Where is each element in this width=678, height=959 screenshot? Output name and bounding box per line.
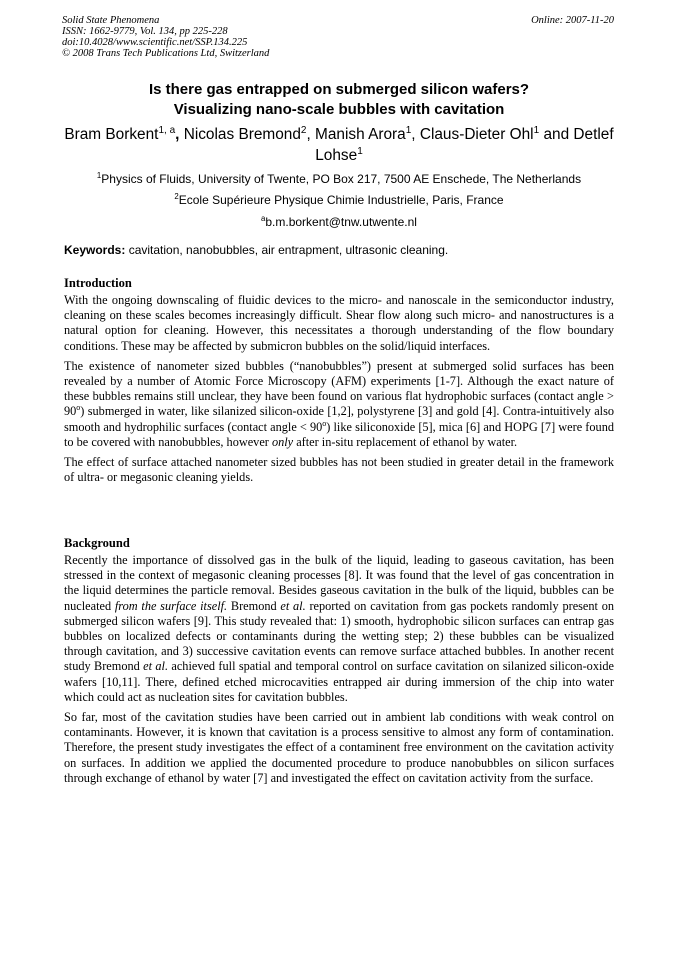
intro-p2-italic: only	[271, 434, 294, 449]
journal-header	[62, 15, 269, 59]
intro-p2-text: after in-situ replacement of ethanol by water.	[293, 434, 518, 449]
bg-p1-italic: et al.	[280, 598, 306, 613]
bg-p1-text: Recently the importance of dissolved gas in the bulk of the liquid, leading to gaseous cavitation, has been stressed in the context of megasonic cleaning processes [8]. It was found that the level of gas concentration in the liquid determines the particle removal. Besides gaseous cavitation in the bulk of the liquid, bubbles can be nucleated	[64, 553, 614, 613]
bg-p1-text: Bremond	[227, 598, 281, 613]
keywords-label: Keywords:	[64, 243, 126, 257]
author-name: Claus-Dieter Ohl	[419, 126, 534, 143]
author-separator: ,	[175, 126, 184, 143]
paper-title	[62, 80, 616, 120]
background-paragraph-2: So far, most of the cavitation studies have been carried out in ambient lab conditions with weak control on contaminants. However, it is known that cavitation is a process sensitive to almost any form of contamination. Therefore, the present study investigates the effect of a contaminent free environment on the cavitation activity on surfaces. In addition we applied the documented procedure to produce nanobubbles on silicon surfaces through exchange of ethanol by water [7] and investigated the effect on cavitation activity from the surface.	[64, 710, 614, 785]
degree-sup: o	[322, 418, 327, 428]
author-separator: ,	[411, 126, 420, 143]
bg-p1-text: reported on cavitation from gas pockets randomly present on submerged silicon wafers [9]. This study revealed that: 1) smooth, hydrophobic silicon surfaces can entrap gas bubbles on localized defects or contaminants during the wetting step; 2) these bubbles can be visualized through cavitation, and 3) successive cavitation events can remove surface attached bubbles. In another recent study Bremond	[64, 598, 615, 674]
intro-p2-text: The existence of nanometer sized bubbles (“nanobubbles”) present at submerged solid surfaces has been revealed by a number of Atomic Force Microscopy (AFM) experiments [1-7]. Although the exact nature of these bubbles remains still unclear, they have been found on various flat hydrophobic surfaces (contact angle > 90	[64, 358, 614, 419]
online-date: Online: 2007-11-20	[531, 15, 614, 26]
intro-paragraph-1: With the ongoing downscaling of fluidic devices to the micro- and nanoscale in the semiconductor industry, cleaning on these scales becomes increasingly difficult. Shear flow along such micro- and nanostructures is a natural option for cleaning. However, this necessitates a thorough understanding of the flow boundary conditions. These may be affected by submicron bubbles on the solid/liquid interfaces.	[64, 293, 614, 353]
background-paragraph-1	[64, 553, 614, 705]
intro-paragraph-3: The effect of surface attached nanometer sized bubbles has not been studied in greater detail in the framework of ultra- or megasonic cleaning yields.	[64, 455, 614, 485]
affiliation-1	[62, 172, 616, 186]
degree-sup: o	[76, 403, 81, 413]
issn-line: ISSN: 1662-9779, Vol. 134, pp 225-228	[62, 26, 228, 37]
affiliation-1-text: Physics of Fluids, University of Twente, PO Box 217, 7500 AE Enschede, The Netherlands	[101, 172, 582, 186]
author-sup: 1, a	[158, 124, 176, 136]
bg-p1-italic: from the surface itself.	[114, 598, 228, 613]
author-name: Manish Arora	[315, 126, 406, 143]
introduction-body	[64, 293, 614, 490]
author-sup: 2	[300, 124, 307, 136]
author-name: Detlef Lohse	[315, 126, 614, 164]
title-line-2: Visualizing nano-scale bubbles with cavitation	[173, 101, 505, 118]
affiliation-email	[62, 215, 616, 229]
author-sup: 1	[357, 145, 363, 157]
doi-line: doi:10.4028/www.scientific.net/SSP.134.225	[62, 37, 248, 48]
keywords-line	[64, 243, 448, 257]
author-name: Nicolas Bremond	[183, 126, 301, 143]
copyright-line: © 2008 Trans Tech Publications Ltd, Switzerland	[62, 48, 270, 59]
author-sup: 1	[405, 124, 412, 136]
author-name: Bram Borkent	[64, 126, 159, 143]
intro-p2-text: ) like siliconoxide [5], mica [6] and HOPG [7] were found to be covered with nanobubbles, however	[64, 419, 614, 449]
intro-paragraph-2	[64, 359, 614, 450]
background-body	[64, 553, 614, 791]
author-separator: ,	[306, 126, 316, 143]
journal-name: Solid State Phenomena	[62, 15, 160, 26]
author-list	[62, 124, 616, 166]
title-line-1: Is there gas entrapped on submerged silicon wafers?	[148, 81, 530, 98]
author-separator: and	[539, 126, 574, 143]
affiliation-2-text: Ecole Supérieure Physique Chimie Industrielle, Paris, France	[178, 193, 504, 207]
author-sup: 1	[533, 124, 540, 136]
affiliation-2	[62, 193, 616, 207]
keywords-text: cavitation, nanobubbles, air entrapment, ultrasonic cleaning.	[125, 243, 449, 257]
bg-p1-italic: et al.	[143, 659, 169, 674]
bg-p1-text: achieved full spatial and temporal control on surface cavitation on silanized silicon-oxide wafers [10,11]. There, defined etched microcavities entrapped air during immersion of the chip into water which could act as nucleation sites for cavitation bubbles.	[64, 659, 614, 704]
affiliation-2-sup: 2	[174, 192, 179, 201]
section-heading-background: Background	[64, 536, 130, 550]
email-sup: a	[261, 214, 266, 223]
email-text: b.m.borkent@tnw.utwente.nl	[265, 215, 417, 229]
section-heading-introduction: Introduction	[64, 276, 132, 290]
affiliation-1-sup: 1	[96, 171, 102, 180]
intro-p2-text: ) submerged in water, like silanized silicon-oxide [1,2], polystyrene [3] and gold [4]. Contra-intuitively also smooth and hydrophilic surfaces (contact angle < 90	[64, 404, 614, 434]
